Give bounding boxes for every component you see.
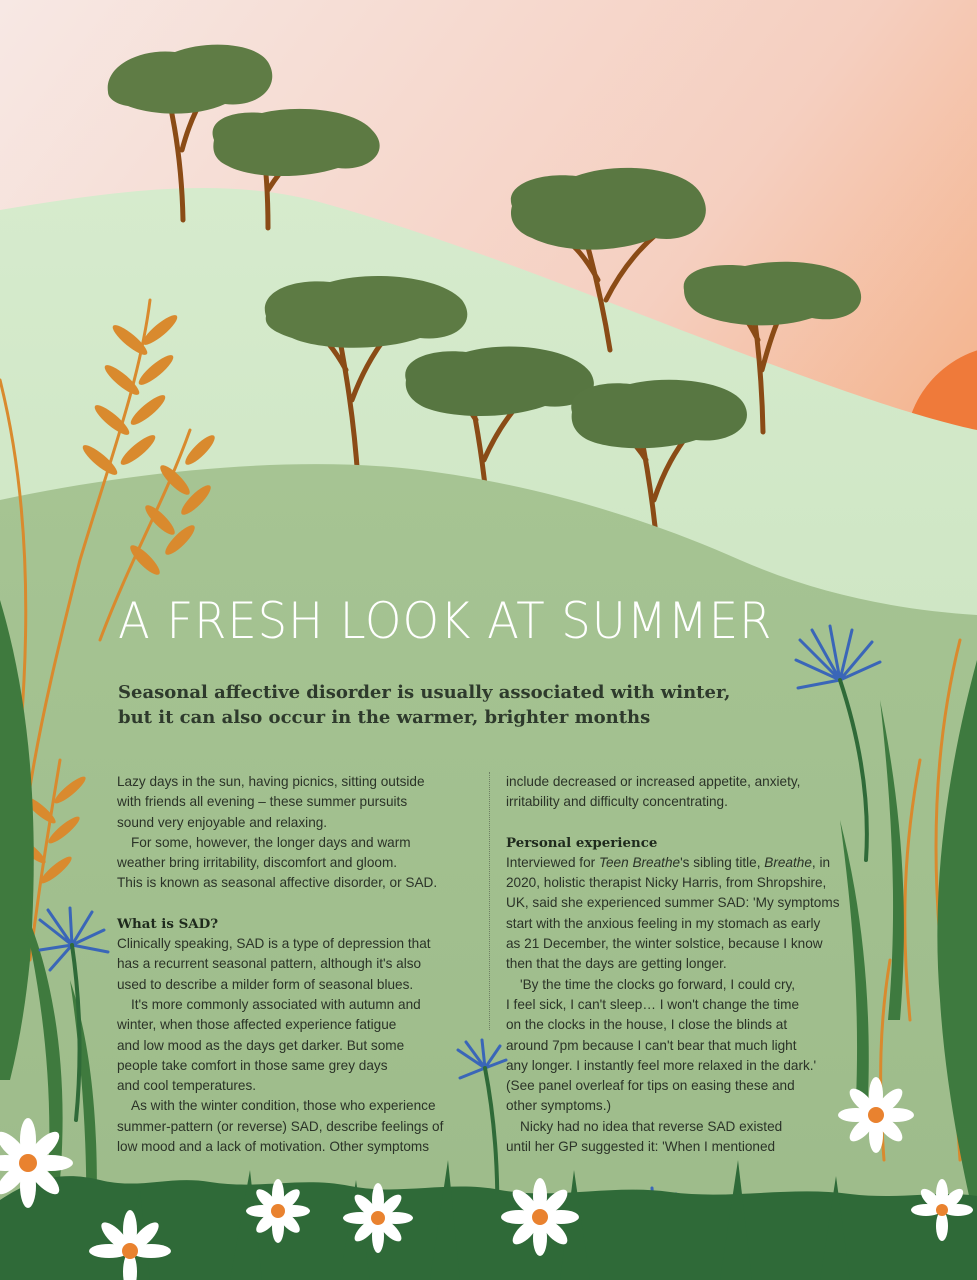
text-line: with friends all evening – these summer pursuits [117, 794, 408, 810]
text-line: sound very enjoyable and relaxing. [117, 814, 328, 830]
paragraph [117, 1096, 477, 1157]
text-line: low mood and a lack of motivation. Other symptoms [117, 1139, 430, 1155]
text-line: I feel sick, I can't sleep… I won't change the time [506, 996, 800, 1012]
section-heading: Personal experience [506, 834, 658, 851]
paragraph [117, 995, 477, 1096]
text-line: summer-pattern (or reverse) SAD, describe feelings of [117, 1118, 444, 1134]
paragraph [506, 772, 866, 813]
text-line: then that the days are getting longer. [506, 956, 727, 972]
article-title: A FRESH LOOK AT SUMMER [118, 592, 773, 650]
text-line: For some, however, the longer days and warm [131, 834, 411, 850]
text-line: As with the winter condition, those who experience [131, 1098, 436, 1114]
text-line: start with the anxious feeling in my stomach as early [506, 915, 821, 931]
paragraph [117, 934, 477, 995]
text-line: include decreased or increased appetite, anxiety, [506, 774, 801, 789]
text-line: UK, said she experienced summer SAD: 'My symptoms [506, 895, 840, 911]
text-line: used to describe a milder form of seasonal blues. [117, 976, 414, 992]
text-line: Nicky had no idea that reverse SAD existed [520, 1118, 783, 1134]
body-column-left [117, 772, 477, 1157]
text-line: This is known as seasonal affective disorder, or SAD. [117, 875, 438, 891]
body-column-right [506, 772, 866, 1157]
paragraph [506, 1117, 866, 1158]
text-line: irritability and difficulty concentrating. [506, 794, 728, 810]
text-line: 'By the time the clocks go forward, I could cry, [520, 976, 796, 992]
text-line: and low mood as the days get darker. But some [117, 1037, 405, 1053]
section-heading: What is SAD? [117, 915, 219, 932]
paragraph [506, 853, 866, 975]
text-line: until her GP suggested it: 'When I mentioned [506, 1139, 776, 1155]
text-fragment: Interviewed for [506, 854, 599, 870]
text-line: weather bring irritability, discomfort and gloom. [117, 855, 398, 871]
standfirst [118, 680, 778, 730]
standfirst-line: but it can also occur in the warmer, brighter months [118, 707, 651, 728]
text-line: winter, when those affected experience fatigue [117, 1017, 397, 1033]
text-line [506, 855, 830, 870]
text-fragment: 's sibling title, [680, 854, 765, 870]
text-line: on the clocks in the house, I close the blinds at [506, 1017, 788, 1033]
text-line: It's more commonly associated with autumn and [131, 996, 421, 1012]
standfirst-line: Seasonal affective disorder is usually associated with winter, [118, 682, 731, 703]
column-divider [489, 772, 490, 1030]
magazine-title: Breathe [764, 854, 812, 870]
magazine-title: Teen Breathe [598, 854, 681, 870]
text-line: has a recurrent seasonal pattern, although it's also [117, 956, 422, 972]
text-line: as 21 December, the winter solstice, because I know [506, 936, 823, 952]
text-line: Clinically speaking, SAD is a type of depression that [117, 936, 431, 952]
text-line: (See panel overleaf for tips on easing these and [506, 1078, 795, 1094]
paragraph [117, 772, 477, 833]
text-line: around 7pm because I can't bear that much light [506, 1037, 797, 1053]
text-line: and cool temperatures. [117, 1078, 257, 1094]
text-line: other symptoms.) [506, 1098, 611, 1114]
text-line: 2020, holistic therapist Nicky Harris, from Shropshire, [506, 875, 827, 891]
paragraph [117, 833, 477, 894]
text-line: Lazy days in the sun, having picnics, sitting outside [117, 774, 425, 789]
text-line: people take comfort in those same grey days [117, 1057, 388, 1073]
text-fragment: , in [811, 854, 831, 870]
text-line: any longer. I instantly feel more relaxed in the dark.' [506, 1057, 817, 1073]
paragraph [506, 975, 866, 1117]
